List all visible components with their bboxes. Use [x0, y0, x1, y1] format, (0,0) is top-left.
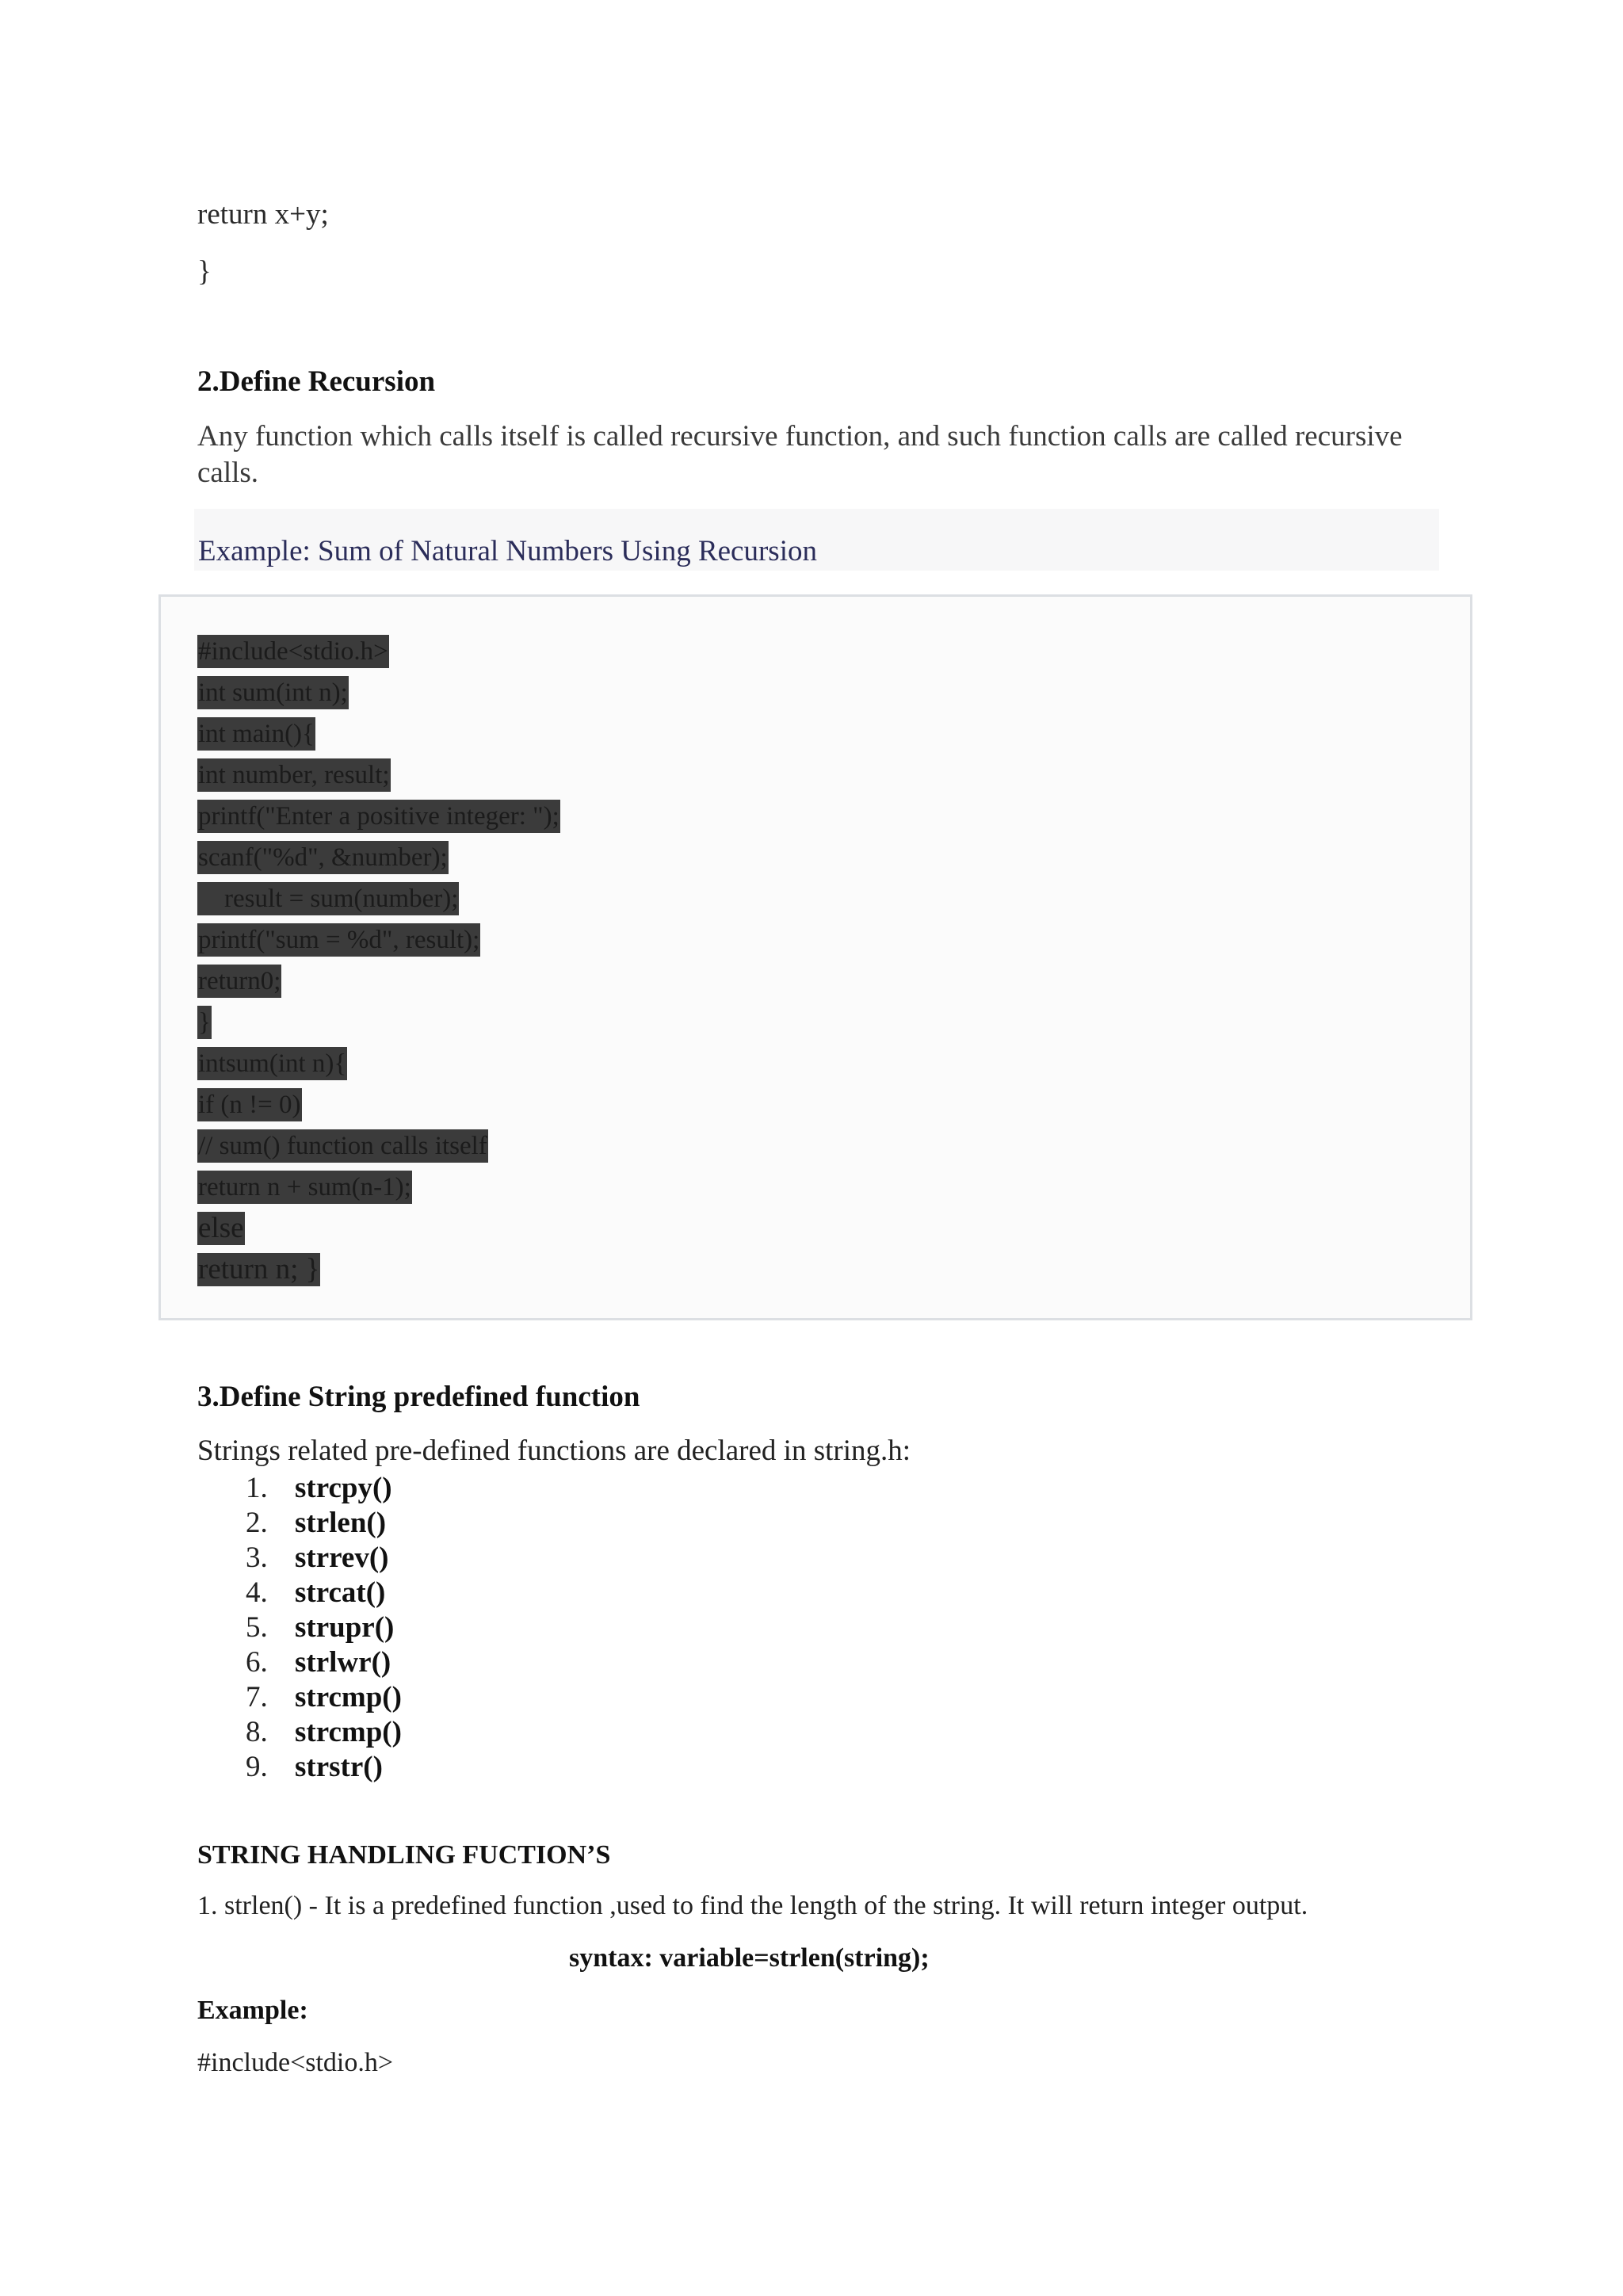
- code-line: [197, 717, 560, 758]
- code-line: [197, 923, 560, 965]
- code-line: [197, 758, 560, 800]
- code-line: [197, 1253, 560, 1294]
- strlen-description: 1. strlen() - It is a predefined function ,used to find the length of the string. It will return integer output.: [197, 1891, 1308, 1920]
- code-line-text: return n; }: [198, 1253, 320, 1286]
- list-number: 2.: [246, 1507, 268, 1539]
- code-line: [197, 800, 560, 841]
- list-item: [246, 1576, 402, 1610]
- code-line: [197, 882, 560, 923]
- list-number: 4.: [246, 1576, 268, 1609]
- list-label: strcmp(): [295, 1716, 402, 1748]
- list-number: 6.: [246, 1646, 268, 1679]
- list-label: strstr(): [295, 1751, 383, 1783]
- code-line: [197, 1006, 560, 1047]
- code-closing-brace: }: [197, 255, 212, 288]
- list-number: 3.: [246, 1541, 268, 1574]
- code-line-text: return n + sum(n-1);: [197, 1171, 412, 1204]
- code-line: [197, 1047, 560, 1088]
- example-label: Example:: [197, 1996, 308, 2025]
- code-line: [197, 1088, 560, 1129]
- code-line: [197, 841, 560, 882]
- code-line-text: }: [197, 1006, 212, 1039]
- list-number: 7.: [246, 1681, 268, 1713]
- list-label: strlen(): [295, 1507, 387, 1539]
- string-function-list: [246, 1471, 402, 1785]
- list-number: 5.: [246, 1611, 268, 1644]
- recursion-definition: Any function which calls itself is called recursive function, and such function calls are called recursive calls.: [197, 420, 1403, 489]
- list-item: [246, 1506, 402, 1541]
- code-line-text: #include<stdio.h>: [197, 635, 389, 668]
- code-lines: [197, 635, 560, 1294]
- example-title: Example: Sum of Natural Numbers Using Recursion: [198, 535, 817, 567]
- code-line-text: printf("Enter a positive integer: ");: [197, 800, 560, 833]
- code-line-text: int sum(int n);: [197, 676, 349, 709]
- code-line: [197, 635, 560, 676]
- code-line-text: else: [198, 1212, 244, 1244]
- list-label: strlwr(): [295, 1646, 391, 1679]
- list-number: 1.: [246, 1472, 268, 1504]
- string-handling-heading: STRING HANDLING FUCTION’S: [197, 1840, 611, 1870]
- code-line-text: printf("sum = %d", result);: [197, 923, 480, 957]
- list-number: 9.: [246, 1751, 268, 1783]
- code-line-text: result = sum(number);: [197, 882, 459, 915]
- list-item: [246, 1750, 402, 1785]
- code-return-line: return x+y;: [197, 198, 329, 231]
- code-line: [197, 1171, 560, 1212]
- code-line: [197, 965, 560, 1006]
- example-code-include: #include<stdio.h>: [197, 2048, 394, 2077]
- list-number: 8.: [246, 1716, 268, 1748]
- list-item: [246, 1610, 402, 1645]
- code-line: [197, 1212, 560, 1253]
- strlen-syntax: syntax: variable=strlen(string);: [569, 1943, 930, 1973]
- list-label: strcat(): [295, 1576, 386, 1609]
- code-line: [197, 676, 560, 717]
- list-item: [246, 1645, 402, 1680]
- code-line-text: // sum() function calls itself: [197, 1129, 488, 1163]
- list-item: [246, 1680, 402, 1715]
- code-line-text: scanf("%d", &number);: [197, 841, 449, 874]
- list-item: [246, 1715, 402, 1750]
- code-line-text: intsum(int n){: [197, 1047, 347, 1080]
- code-line-text: if (n != 0): [197, 1088, 302, 1121]
- list-item: [246, 1471, 402, 1506]
- code-line: [197, 1129, 560, 1171]
- recursion-heading: 2.Define Recursion: [197, 365, 436, 398]
- list-label: strcmp(): [295, 1681, 402, 1713]
- code-line-text: return0;: [197, 965, 281, 998]
- list-label: strupr(): [295, 1611, 395, 1644]
- list-label: strcpy(): [295, 1472, 392, 1504]
- string-functions-heading: 3.Define String predefined function: [197, 1381, 640, 1413]
- code-line-text: int main(){: [197, 717, 315, 751]
- code-line-text: int number, result;: [197, 758, 391, 792]
- list-item: [246, 1541, 402, 1576]
- list-label: strrev(): [295, 1541, 389, 1574]
- string-functions-intro: Strings related pre-defined functions are declared in string.h:: [197, 1435, 911, 1467]
